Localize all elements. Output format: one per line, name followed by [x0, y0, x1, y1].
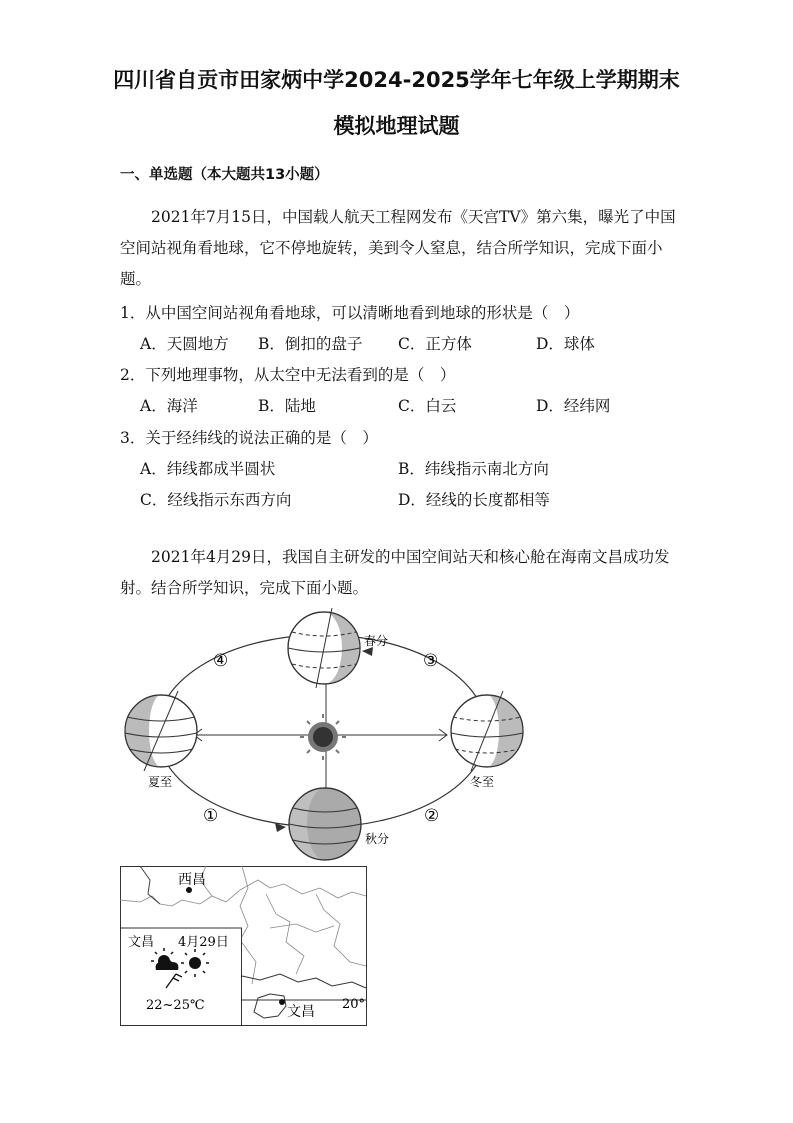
q1-option-b[interactable]: B．倒扣的盘子	[258, 335, 363, 353]
arc-label-one: ①	[203, 806, 219, 826]
label-winter: 冬至	[470, 775, 495, 789]
wenchang-point	[279, 999, 285, 1005]
q2-option-c[interactable]: C．白云	[398, 397, 457, 415]
label-summer: 夏至	[148, 775, 173, 789]
inset-city: 文昌	[128, 935, 155, 950]
title-line-1: 四川省自贡市田家炳中学2024-2025学年七年级上学期期末	[113, 68, 680, 92]
q1-option-c[interactable]: C．正方体	[398, 335, 472, 353]
title-line-2: 模拟地理试题	[333, 114, 460, 138]
wenchang-map	[120, 866, 367, 1026]
question-1-stem: 1．从中国空间站视角看地球，可以清晰地看到地球的形状是（ ）	[120, 304, 580, 322]
label-xichang: 西昌	[178, 872, 206, 888]
q2-option-a[interactable]: A．海洋	[140, 397, 198, 415]
label-latitude: 20°	[342, 997, 366, 1012]
orbit-arrow-top-right	[362, 647, 373, 656]
arc-label-two: ②	[424, 806, 440, 826]
q3-option-c[interactable]: C．经线指示东西方向	[140, 491, 292, 509]
earth-summer-solstice	[125, 691, 197, 771]
label-wenchang-map: 文昌	[287, 1004, 315, 1020]
label-spring: 春分	[364, 634, 389, 648]
earth-spring-equinox	[288, 608, 360, 688]
question-2-stem: 2．下列地理事物，从太空中无法看到的是（ ）	[120, 366, 456, 384]
passage-1: 2021年7月15日，中国载人航天工程网发布《天宫TV》第六集，曝光了中国空间站视角看地球，它不停地旋转，美到令人窒息，结合所学知识，完成下面小题。	[120, 208, 676, 288]
q2-option-b[interactable]: B．陆地	[258, 397, 316, 415]
inset-temperature: 22~25℃	[146, 998, 205, 1013]
arc-label-three: ③	[423, 651, 439, 671]
arc-label-four: ④	[213, 651, 229, 671]
q3-option-b[interactable]: B．纬线指示南北方向	[398, 460, 549, 478]
earth-orbit-diagram	[110, 605, 540, 860]
q1-option-d[interactable]: D．球体	[536, 335, 595, 353]
label-autumn: 秋分	[365, 832, 390, 846]
q3-option-d[interactable]: D．经线的长度都相等	[398, 491, 550, 509]
inset-date: 4月29日	[178, 935, 229, 950]
q3-option-a[interactable]: A．纬线都成半圆状	[140, 460, 276, 478]
passage-2: 2021年4月29日，我国自主研发的中国空间站天和核心舱在海南文昌成功发射。结合所学知识，完成下面小题。	[120, 548, 670, 597]
question-3-stem: 3．关于经纬线的说法正确的是（ ）	[120, 429, 378, 447]
sun-icon	[300, 714, 346, 760]
q2-option-d[interactable]: D．经纬网	[536, 397, 611, 415]
q1-option-a[interactable]: A．天圆地方	[140, 335, 229, 353]
earth-autumn-equinox	[289, 788, 361, 860]
section-heading: 一、单选题（本大题共13小题）	[120, 167, 329, 183]
earth-winter-solstice	[451, 691, 523, 771]
